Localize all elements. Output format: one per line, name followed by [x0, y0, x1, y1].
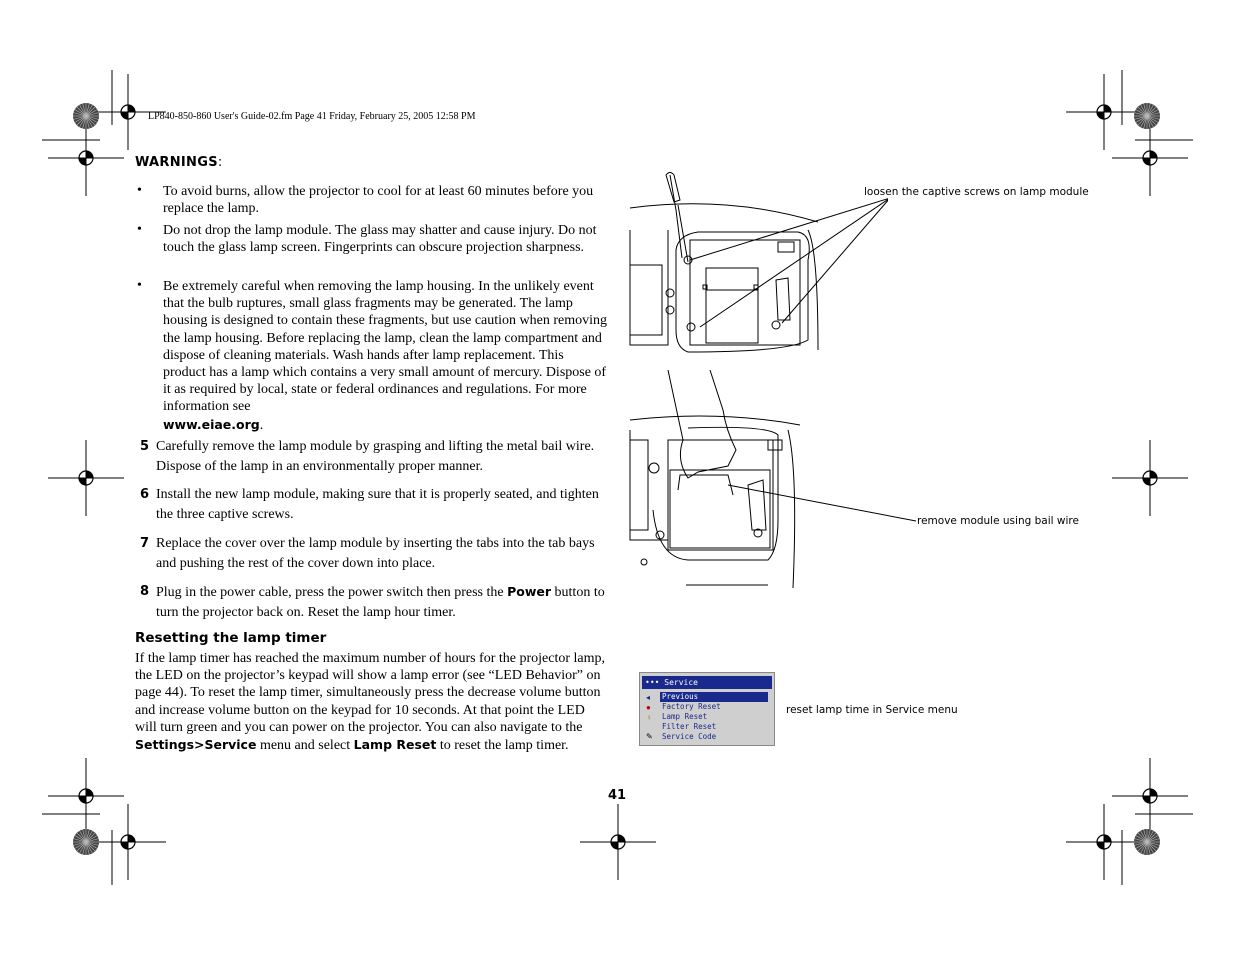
warning-bullet-3: [163, 278, 608, 434]
menu-item-previous[interactable]: Previous: [660, 692, 768, 702]
back-arrow-icon: ◂: [646, 693, 651, 702]
wrench-icon: ✎: [646, 732, 653, 741]
step-6-number: 6: [140, 487, 150, 502]
service-menu-title: ••• Service: [642, 676, 772, 689]
warning-bullet-2: Do not drop the lamp module. The glass may shatter and cause injury. Do not touch the glass lamp screen. Fingerprints can obscure projection sharpness.: [163, 223, 597, 256]
crosshair-target: [1112, 120, 1188, 196]
warnings-title: WARNINGS: [135, 155, 218, 170]
crosshair-target: [1112, 758, 1188, 834]
crosshair-target: [580, 804, 656, 880]
bullet-2-marker: •: [137, 222, 142, 237]
bullet-3-marker: •: [137, 278, 142, 293]
service-menu: [639, 672, 775, 746]
sunburst-mark: [73, 829, 99, 855]
sunburst-mark: [1134, 103, 1160, 129]
step-5-number: 5: [140, 439, 150, 454]
step-6-text: Install the new lamp module, making sure that it is properly seated, and tighten the three captive screws.: [156, 487, 599, 522]
page-number: 41: [608, 788, 627, 803]
step-8-text-b: button to turn the projector back on. Reset the lamp hour timer.: [156, 585, 605, 620]
section-body-b: menu and select: [259, 738, 351, 754]
step-7-text: Replace the cover over the lamp module by inserting the tabs into the tab bays and pushing the rest of the cover down into place.: [156, 536, 595, 571]
crosshair-target: [48, 440, 124, 516]
warnings-colon: :: [217, 155, 223, 170]
crosshair-target: [1112, 440, 1188, 516]
step-8-text-a: Plug in the power cable, press the power switch then press the: [156, 585, 504, 600]
warnings-heading: [135, 155, 223, 170]
caption-remove-module: remove module using bail wire: [917, 515, 1079, 527]
crosshair-target: [1066, 74, 1142, 150]
section-body-a: If the lamp timer has reached the maximum number of hours for the projector lamp, the LED on the projector’s keypad will show a lamp error (see “LED Behavior” on page 44). To reset the lamp timer, simultaneously press the decrease volume button and increase volume button on the keypad for 10 seconds. At that point the LED will turn green and you can power on the projector. You can also navigate to the: [135, 651, 606, 735]
step-7-number: 7: [140, 536, 150, 551]
section-title: Resetting the lamp timer: [135, 630, 327, 646]
bullet-1-marker: •: [137, 183, 142, 198]
remove-module-illustration: [628, 370, 928, 590]
crosshair-target: [48, 120, 124, 196]
power-button-label: Power: [507, 584, 552, 599]
section-body-c: to reset the lamp timer.: [439, 738, 569, 754]
lamp-icon: ♀: [646, 713, 652, 722]
section-body: [135, 650, 605, 754]
warning-bullet-1: To avoid burns, allow the projector to cool for at least 60 minutes before you replace the lamp.: [163, 184, 594, 217]
settings-service-label: Settings>Service: [135, 737, 257, 753]
service-menu-title-text: Service: [664, 678, 698, 687]
menu-item-lamp-reset[interactable]: Lamp Reset: [662, 712, 708, 721]
caption-reset-lamp: reset lamp time in Service menu: [786, 704, 958, 716]
warning-bullet-3-end: .: [259, 417, 264, 433]
sunburst-mark: [1134, 829, 1160, 855]
step-8-text: [156, 582, 611, 622]
lamp-reset-label: Lamp Reset: [353, 737, 437, 753]
warning-bullet-3-text: Be extremely careful when removing the lamp housing. In the unlikely event that the bulb ruptures, small glass fragments may be generated. The lamp housing is designed to contain these fragments, but use caution when removing the lamp housing. Before replacing the lamp, clean the lamp compartment and dispose of cleaning materials. Wash hands after lamp replacement. This product has a lamp which contains a very small amount of mercury. Dispose of it as required by local, state or federal ordinances and regulations. For more information see: [163, 279, 608, 415]
file-header: LP840-850-860 User's Guide-02.fm Page 41 Friday, February 25, 2005 12:58 PM: [148, 111, 476, 122]
menu-item-service-code[interactable]: Service Code: [662, 732, 717, 741]
step-8-number: 8: [140, 584, 150, 599]
lamp-module-screws-illustration: [628, 170, 888, 360]
crosshair-target: [90, 804, 166, 880]
factory-reset-icon: ●: [646, 703, 651, 712]
caption-loosen-screws: loosen the captive screws on lamp module: [864, 186, 1089, 198]
crosshair-target: [48, 758, 124, 834]
step-5-text: Carefully remove the lamp module by grasping and lifting the metal bail wire. Dispose of the lamp in an environmentally proper manner.: [156, 439, 595, 474]
menu-item-filter-reset[interactable]: Filter Reset: [662, 722, 717, 731]
menu-item-factory-reset[interactable]: Factory Reset: [662, 702, 721, 711]
sunburst-mark: [73, 103, 99, 129]
crosshair-target: [1066, 804, 1142, 880]
eiae-link[interactable]: www.eiae.org: [163, 416, 260, 432]
